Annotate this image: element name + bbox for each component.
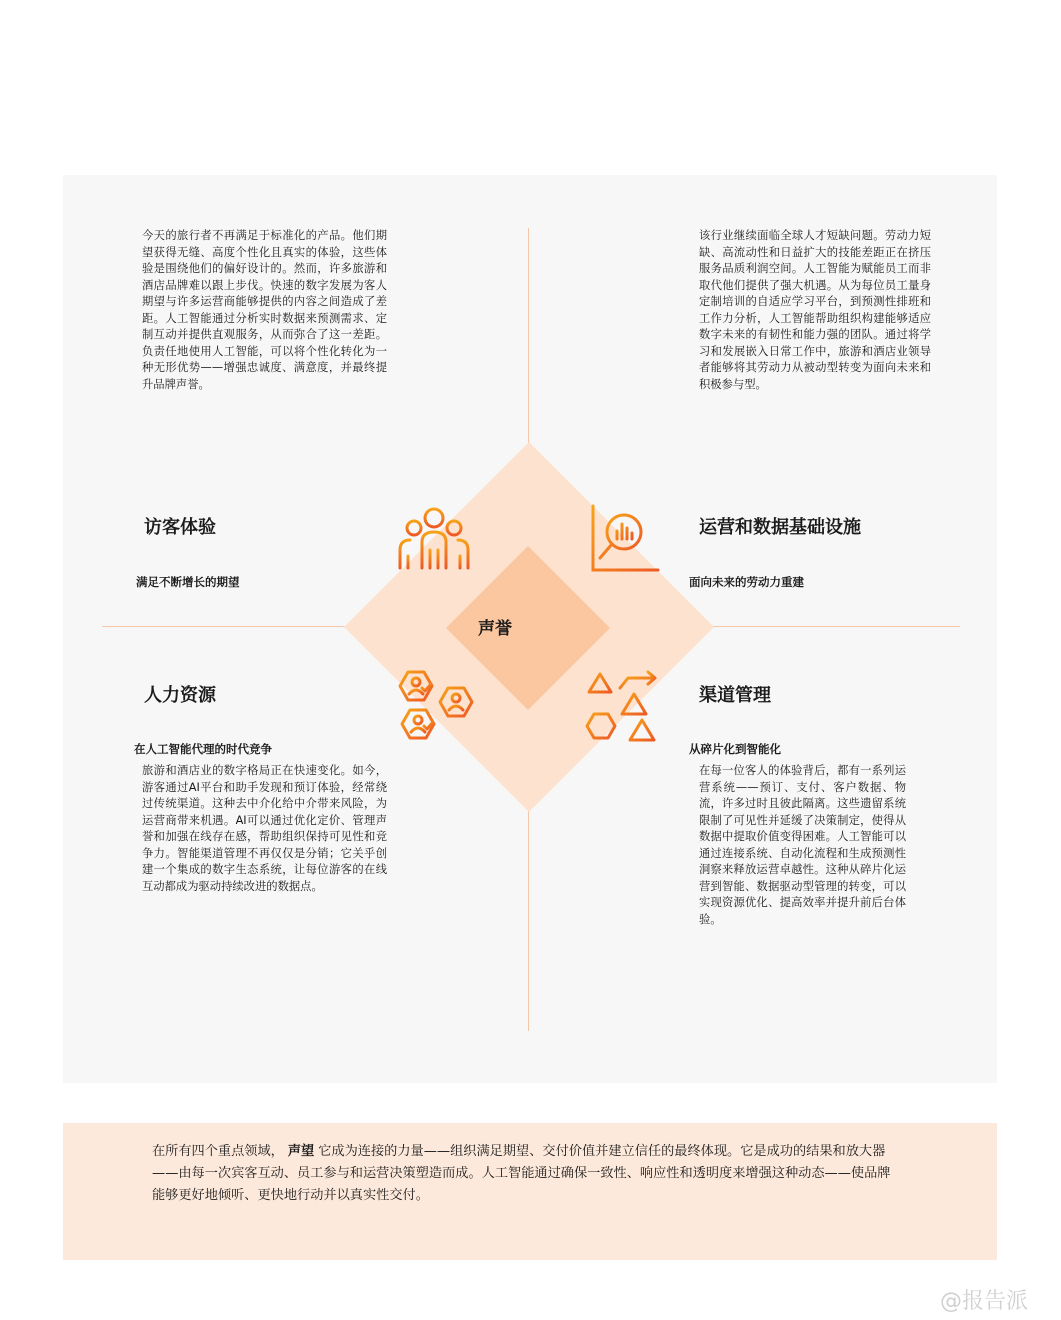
visitor-experience-title: 访客体验: [144, 517, 216, 538]
data-analysis-magnifier-icon: [588, 504, 662, 574]
channel-body: 在每一位客人的体验背后，都有一系列运营系统——预订、支付、客户数据、物流，许多过时且彼此隔离。这些遗留系统限制了可见性并延缓了决策制定，使得从数据中提取价值变得困难。人工智能可以通过连接系统、自动化流程和生成预测性洞察来释放运营卓越性。这种从碎片化运营到智能、数据驱动型管理的转变，可以实现资源优化、提高效率并提升前后台体验。: [699, 764, 906, 926]
hr-subtitle: 在人工智能代理的时代竞争: [134, 742, 272, 756]
operations-subtitle: 面向未来的劳动力重建: [689, 575, 804, 589]
summary-keyword: 声望: [287, 1144, 315, 1159]
channel-title: 渠道管理: [699, 685, 771, 706]
summary-text-lead: 在所有四个重点领域，: [152, 1144, 284, 1159]
hr-title: 人力资源: [144, 685, 216, 706]
shapes-flow-icon: [584, 670, 660, 744]
visitor-experience-body: 今天的旅行者不再满足于标准化的产品。他们期望获得无缝、高度个性化且真实的体验，这些体验是围绕他们的偏好设计的。然而，许多旅游和酒店品牌难以跟上步伐。快速的数字发展为客人期望与许多运营商能够提供的内容之间造成了差距。人工智能通过分析实时数据来预测需求、定制互动并提供直观服务，从而弥合了这一差距。负责任地使用人工智能，可以将个性化转化为一种无形优势——增强忠诚度、满意度，并最终提升品牌声誉。: [142, 229, 387, 391]
summary-text-rest: 它成为连接的力量——组织满足期望、交付价值并建立信任的最终体现。它是成功的结果和放大器——由每一次宾客互动、员工参与和运营决策塑造而成。人工智能通过确保一致性、响应性和透明度来增强这种动态——使品牌能够更好地倾听、更快地行动并以真实性交付。: [152, 1144, 891, 1203]
hr-body: 旅游和酒店业的数字格局正在快速变化。如今，游客通过AI平台和助手发现和预订体验，经常绕过传统渠道。这种去中介化给中介带来风险，为运营商带来机遇。AI可以通过优化定价、管理声誉和加强在线存在感，帮助组织保持可见性和竞争力。智能渠道管理不再仅仅是分销；它关乎创建一个集成的数字生态系统，让每位游客的在线互动都成为驱动持续改进的数据点。: [142, 764, 387, 893]
people-group-icon: [396, 506, 472, 574]
verified-users-hexagon-icon: [398, 668, 476, 744]
center-label: 声誉: [478, 619, 512, 639]
visitor-experience-subtitle: 满足不断增长的期望: [136, 575, 240, 589]
operations-title: 运营和数据基础设施: [699, 517, 861, 538]
summary-text: [152, 1141, 894, 1207]
operations-body: 该行业继续面临全球人才短缺问题。劳动力短缺、高流动性和日益扩大的技能差距正在挤压服务品质利润空间。人工智能为赋能员工而非取代他们提供了强大机遇。从为每位员工量身定制培训的自适应学习平台，到预测性排班和工作力分析，人工智能帮助组织构建能够适应数字未来的有韧性和能力强的团队。通过将学习和发展嵌入日常工作中，旅游和酒店业领导者能够将其劳动力从被动型转变为面向未来和积极参与型。: [699, 229, 931, 391]
watermark: @报告派: [940, 1289, 1029, 1314]
channel-subtitle: 从碎片化到智能化: [689, 742, 781, 756]
